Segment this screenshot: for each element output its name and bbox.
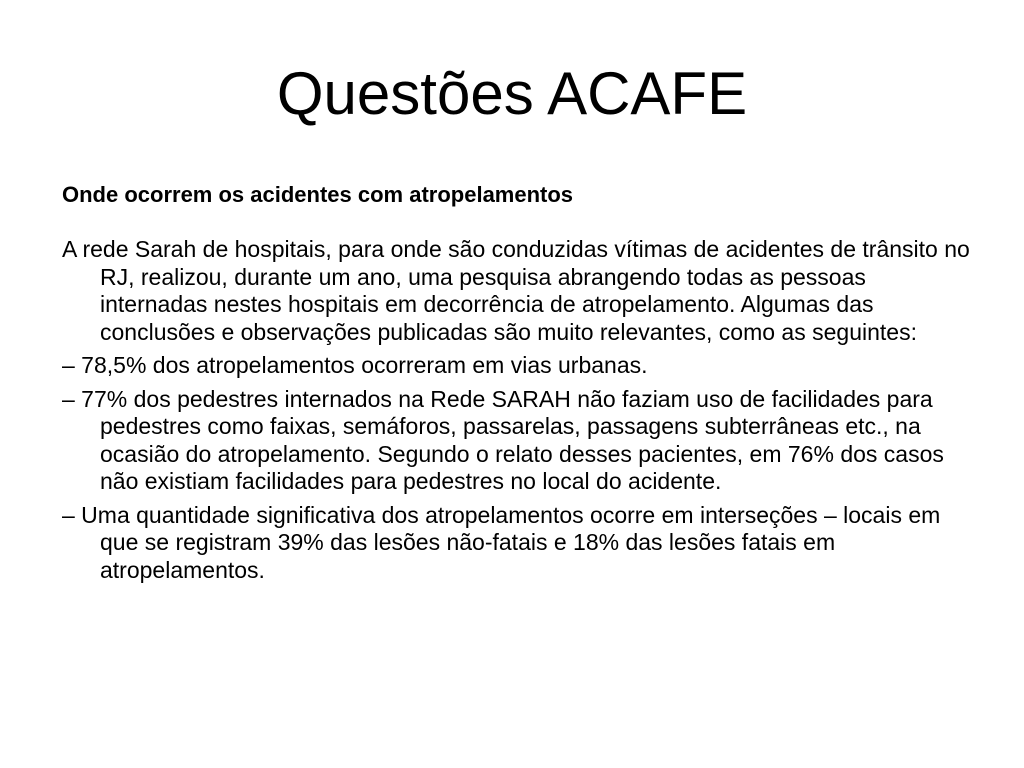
intro-paragraph: A rede Sarah de hospitais, para onde são conduzidas vítimas de acidentes de trânsito no RJ, realizou, durante um ano, uma pesquisa abrangendo todas as pessoas internadas nestes hospitais em decorrência de atropelamento. Algumas das conclusões e observações publicadas são muito relevantes, como as seguintes: xyxy=(62,236,970,345)
slide-body xyxy=(62,180,972,590)
bullet-pedestrian-facilities: – 77% dos pedestres internados na Rede SARAH não faziam uso de facilidades para pedestres como faixas, semáforos, passarelas, passagens subterrâneas etc., na ocasião do atropelamento. Segundo o relato desses pacientes, em 76% dos casos não existiam facilidades para pedestres no local do acidente. xyxy=(62,385,944,494)
slide-title: Questões ACAFE xyxy=(276,60,748,127)
bullet-intersections: – Uma quantidade significativa dos atropelamentos ocorre em interseções – locais em que se registram 39% das lesões não-fatais e 18% das lesões fatais em atropelamentos. xyxy=(62,501,941,583)
bullet-urban-roads: – 78,5% dos atropelamentos ocorreram em vias urbanas. xyxy=(62,352,648,378)
slide-subtitle: Onde ocorrem os acidentes com atropelamentos xyxy=(62,182,574,207)
